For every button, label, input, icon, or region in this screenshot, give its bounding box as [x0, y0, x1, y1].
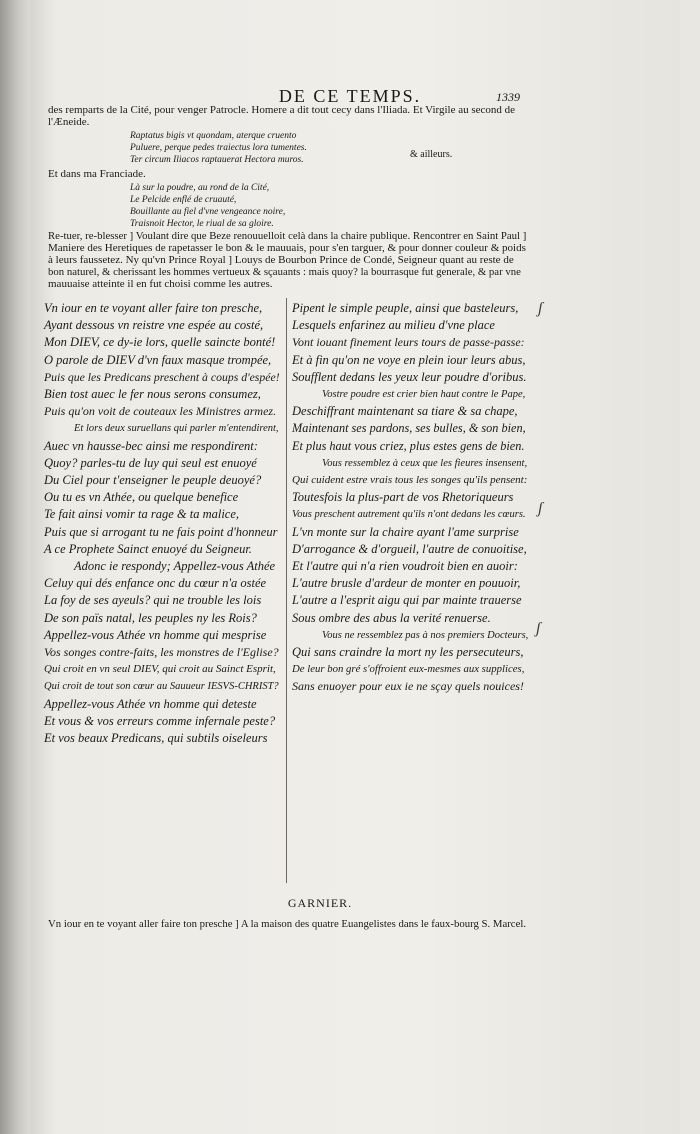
- note-line: Maniere des Heretiques de rapetasser le bon & le mauuais, pour s'en targuer, & pour donner couleur & poids: [48, 242, 526, 254]
- note-line: à leurs faussetez. Ny qu'vn Prince Royal ] Louys de Bourbon Prince de Condé, Seigneur quant au reste de: [48, 254, 514, 266]
- verse-line: De leur bon gré s'offroient eux-mesmes aux supplices,: [292, 663, 525, 676]
- verse-line: Du Ciel pour t'enseigner le peuple deuoyé?: [44, 473, 262, 488]
- verse-line: Mon DIEV, ce dy-ie lors, quelle saincte bonté!: [44, 335, 276, 350]
- latin-verse-block: [130, 130, 307, 166]
- column-divider: [286, 298, 287, 883]
- latin-verse: Puluere, perque pedes traiectus lora tumentes.: [130, 143, 307, 153]
- verse-line: Qui croit de tout son cœur au Sauueur IESVS-CHRIST?: [44, 681, 279, 693]
- intro-line: l'Æneide.: [48, 116, 90, 128]
- verse-line: Vn iour en te voyant aller faire ton presche,: [44, 301, 263, 315]
- verse-line: Vont iouant finement leurs tours de passe-passe:: [292, 335, 525, 350]
- verse-line: Puis que les Predicans preschent à coups d'espée!: [44, 370, 280, 384]
- french-verse: Là sur la poudre, au rond de la Cité,: [130, 183, 270, 193]
- verse-line: Adonc ie respondy; Appellez-vous Athée: [74, 559, 276, 574]
- verse-line: Appellez-vous Athée vn homme qui mesprise: [44, 627, 267, 642]
- margin-pen-mark: ʃ: [538, 300, 543, 317]
- verse-line: Puis que si arrogant tu ne fais point d'honneur: [44, 524, 278, 539]
- author-heading: GARNIER.: [287, 896, 353, 910]
- verse-line: L'vn monte sur la chaire ayant l'ame surprise: [292, 524, 519, 539]
- verse-line: Et plus haut vous criez, plus estes gens de bien.: [292, 438, 525, 453]
- intro-line: des remparts de la Cité, pour venger Patrocle. Homere a dit tout cecy dans l'Iliada. Et Virgile au second de: [48, 104, 516, 116]
- french-verse: Traisnoit Hector, le riual de sa gloire.: [130, 219, 274, 229]
- note-line: Re-tuer, re-blesser ] Voulant dire que Beze renouuelloit celà dans la chaire publique. Rencontrer en Saint Paul ]: [48, 230, 527, 242]
- poem-left-column: [44, 300, 280, 747]
- verse-line: Celuy qui dés enfance onc du cœur n'a ostée: [44, 576, 267, 591]
- verse-line: L'autre a l'esprit aigu qui par mainte trauerse: [292, 593, 522, 608]
- verse-line: Et vos beaux Predicans, qui subtils oiseleurs: [44, 731, 268, 746]
- verse-line: Maintenant ses pardons, ses bulles, & son bien,: [292, 421, 526, 436]
- verse-line: Lesquels enfarinez au milieu d'vne place: [292, 318, 495, 333]
- verse-line: Ou tu es vn Athée, ou quelque benefice: [44, 490, 239, 505]
- note-line: mauuaise atteinte il en fut choisi comme les autres.: [48, 278, 273, 290]
- notes-paragraph: [48, 230, 528, 290]
- verse-line: Qui croit en vn seul DIEV, qui croit au Sainct Esprit,: [44, 663, 276, 676]
- verse-line: D'arrogance & d'orgueil, l'autre de conuoitise,: [292, 541, 527, 556]
- intro-paragraph: [48, 104, 528, 128]
- verse-line: Sans enuoyer pour eux ie ne sçay quels nouices!: [292, 679, 524, 694]
- verse-line: Auec vn hausse-bec ainsi me respondirent:: [44, 438, 258, 453]
- verse-line: Quoy? parles-tu de luy qui seul est enuoyé: [44, 455, 257, 470]
- verse-line: Te fait ainsi vomir ta rage & ta malice,: [44, 507, 240, 522]
- verse-line: Vous ne ressemblez pas à nos premiers Docteurs,: [322, 629, 529, 641]
- binding-gutter: [0, 0, 30, 1134]
- poem-right-column: [292, 300, 528, 696]
- verse-line: Vous preschent autrement qu'ils n'ont dedans les cœurs.: [292, 509, 526, 521]
- verse-line: Et l'autre qui n'a rien voudroit bien en auoir:: [292, 559, 518, 574]
- verse-line: Toutesfois la plus-part de vos Rhetoriqueurs: [292, 490, 514, 505]
- verse-line: Vous ressemblez à ceux que les fieures insensent,: [322, 457, 528, 469]
- verse-line: Bien tost auec le fer nous serons consumez,: [44, 387, 261, 402]
- verse-line: A ce Prophete Sainct enuoyé du Seigneur.: [44, 541, 252, 556]
- margin-pen-mark: ʃ: [538, 500, 543, 517]
- garnier-footnote: Vn iour en te voyant aller faire ton presche ] A la maison des quatre Euangelistes dans le faux-bourg S. Marcel.: [48, 918, 527, 930]
- note-line: bon naturel, & cherissant les hommes vertueux & sçauants : mais quoy? la bourrasque fut generale, & par vne: [48, 266, 521, 278]
- french-verse: Le Pelcide enflé de cruauté,: [130, 195, 237, 205]
- margin-pen-mark: ʃ: [536, 620, 541, 637]
- verse-line: Puis qu'on voit de couteaux les Ministres armez.: [44, 404, 277, 419]
- running-head: DE CE TEMPS.: [278, 86, 422, 106]
- verse-line: Et lors deux suruellans qui parler m'entendirent,: [74, 423, 279, 435]
- verse-line: Deschiffrant maintenant sa tiare & sa chape,: [292, 404, 518, 419]
- verse-line: Soufflent dedans les yeux leur poudre d'oribus.: [292, 369, 527, 384]
- verse-line: Appellez-vous Athée vn homme qui deteste: [44, 696, 257, 711]
- latin-verse: Ter circum Iliacos raptauerat Hectora muros.: [130, 155, 304, 165]
- french-verse: Bouillante au fiel d'vne vengeance noire,: [130, 207, 286, 217]
- french-verse-block: [130, 182, 285, 230]
- verse-line: L'autre brusle d'ardeur de monter en pouuoir,: [292, 576, 521, 591]
- ailleurs-note: & ailleurs.: [410, 149, 453, 160]
- page-number: 1339: [496, 90, 520, 104]
- verse-line: Et à fin qu'on ne voye en plein iour leurs abus,: [292, 352, 526, 367]
- verse-line: Ayant dessous vn reistre vne espée au costé,: [44, 318, 264, 333]
- verse-line: Et vous & vos erreurs comme infernale peste?: [44, 713, 276, 728]
- verse-line: Sous ombre des abus la verité renuerse.: [292, 610, 491, 625]
- verse-line: Vos songes contre-faits, les monstres de l'Eglise?: [44, 645, 279, 660]
- verse-line: O parole de DIEV d'vn faux masque trompée,: [44, 352, 272, 367]
- verse-line: Pipent le simple peuple, ainsi que basteleurs,: [292, 301, 519, 315]
- latin-verse: Raptatus bigis vt quondam, aterque cruento: [130, 131, 297, 141]
- verse-line: Vostre poudre est crier bien haut contre le Pape,: [322, 389, 526, 401]
- verse-line: De son païs natal, les peuples ny les Rois?: [44, 610, 257, 625]
- franciade-intro: Et dans ma Franciade.: [48, 168, 146, 180]
- verse-line: Qui sans craindre la mort ny les persecuteurs,: [292, 645, 524, 660]
- verse-line: La foy de ses ayeuls? qui ne trouble les lois: [44, 593, 262, 608]
- verse-line: Qui cuident estre vrais tous les songes qu'ils pensent:: [292, 474, 528, 487]
